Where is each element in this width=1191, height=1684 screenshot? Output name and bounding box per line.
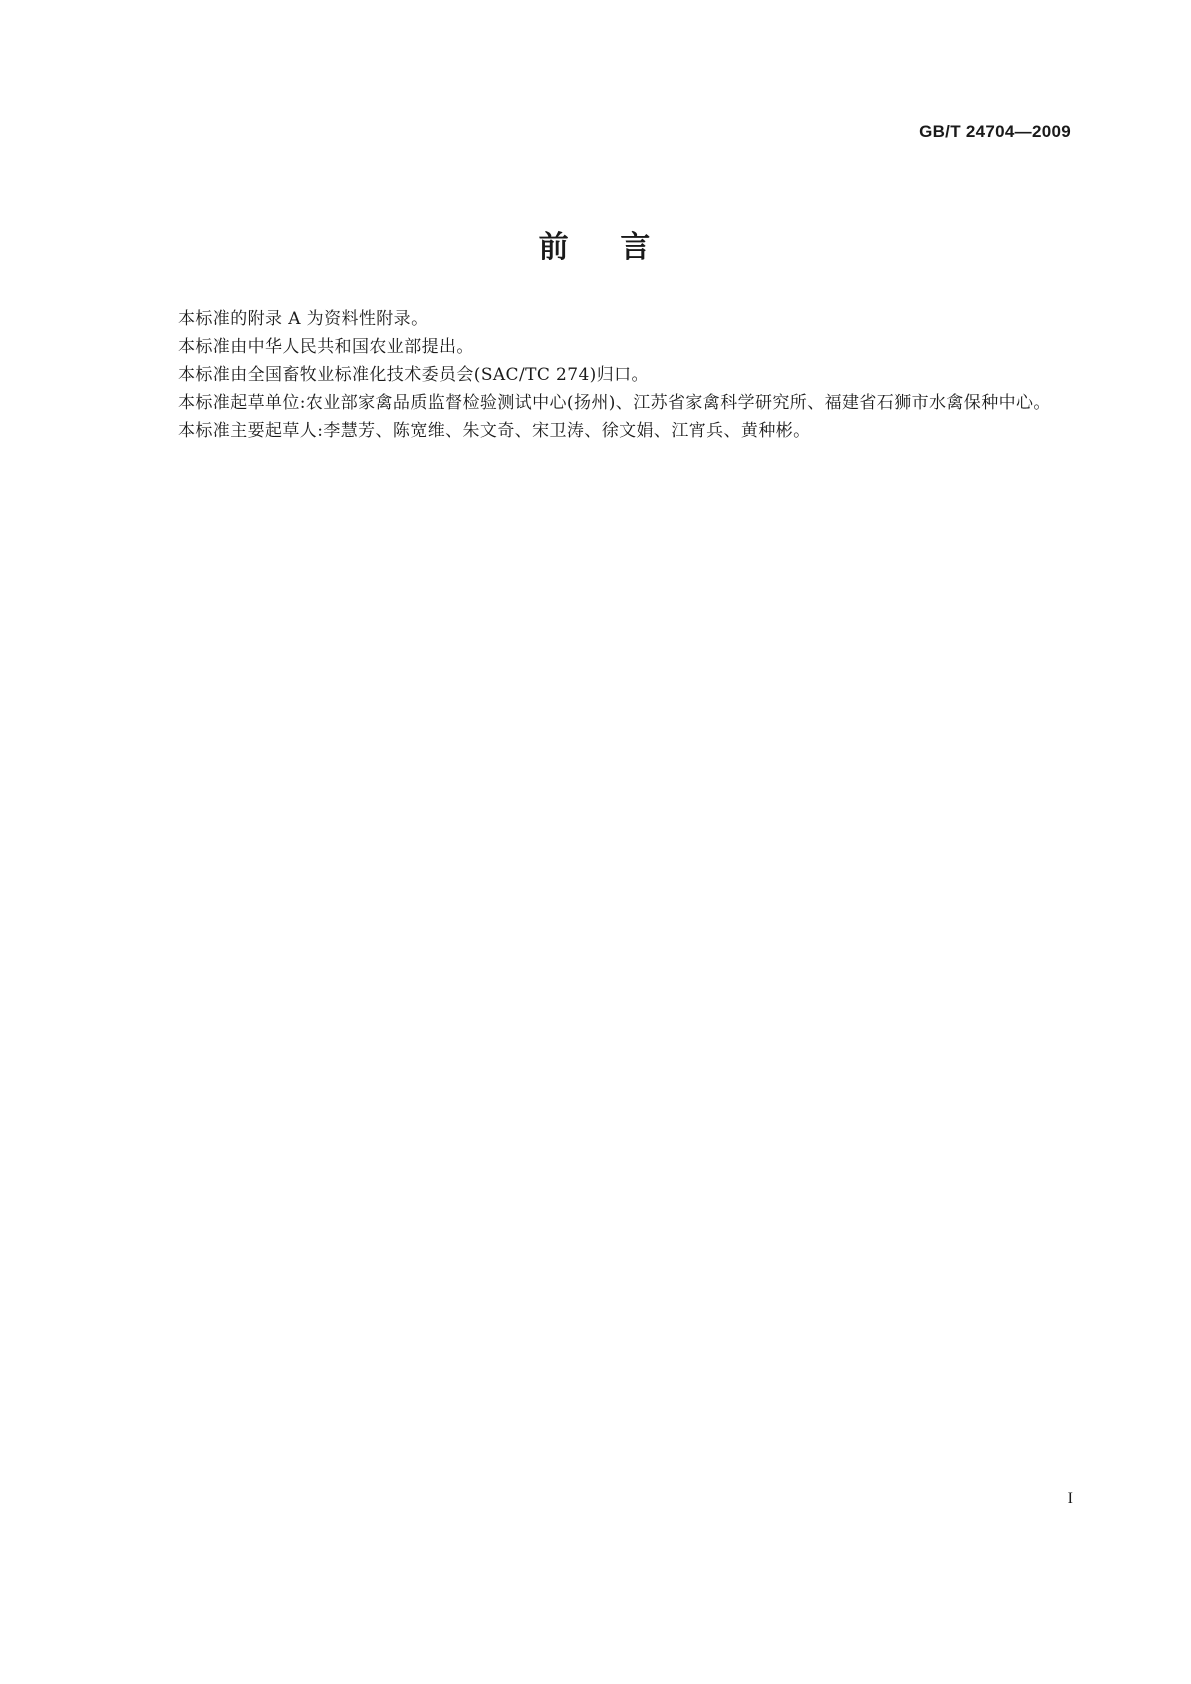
- paragraph-appendix: 本标准的附录 A 为资料性附录。: [178, 309, 429, 329]
- page-title: 前 言: [538, 230, 653, 265]
- page-number: I: [1067, 1490, 1073, 1507]
- paragraph-drafters: 本标准主要起草人:李慧芳、陈宽维、朱文奇、宋卫涛、徐文娟、江宵兵、黄种彬。: [178, 421, 811, 441]
- standard-code: GB/T 24704—2009: [919, 122, 1071, 141]
- paragraph-committee: 本标准由全国畜牧业标准化技术委员会(SAC/TC 274)归口。: [178, 365, 649, 385]
- paragraph-proposer: 本标准由中华人民共和国农业部提出。: [178, 337, 474, 357]
- paragraph-drafting-units: 本标准起草单位:农业部家禽品质监督检验测试中心(扬州)、江苏省家禽科学研究所、福建省石狮市水禽保种中心。: [178, 393, 1051, 413]
- foreword-body: [148, 305, 1070, 445]
